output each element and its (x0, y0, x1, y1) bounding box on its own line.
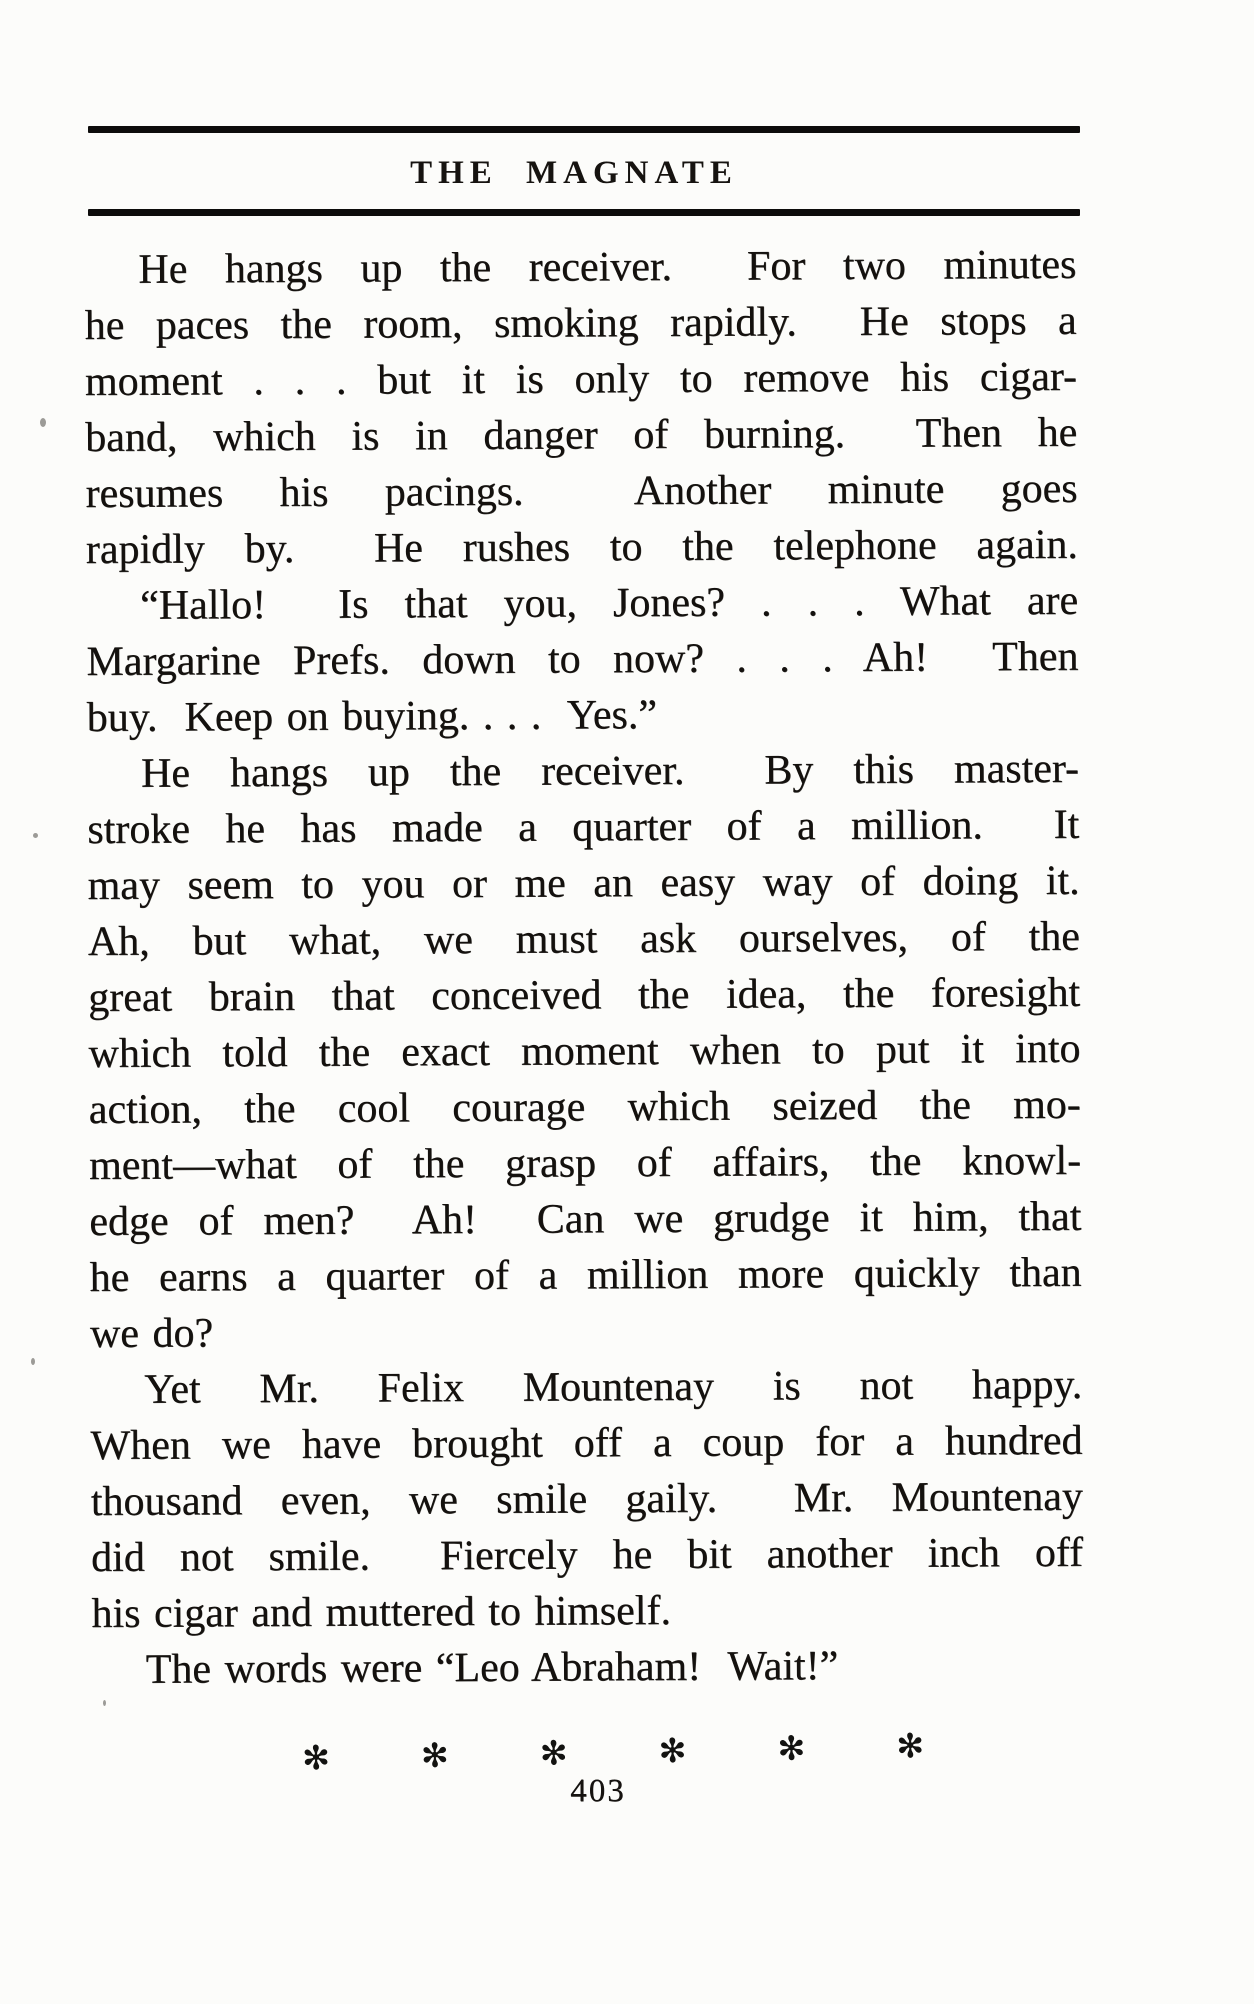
text-line: “Hallo! Is that you, Jones? . . . What are (139, 577, 1079, 629)
asterisk-glyph: ✻ (539, 1732, 568, 1773)
text-line: buy. Keep on buying. . . . Yes.” (86, 692, 658, 742)
section-break-asterisks (302, 1726, 925, 1777)
scan-speck (33, 833, 38, 838)
asterisk-glyph: ✻ (658, 1730, 687, 1771)
text-line: Ah, but what, we must ask ourselves, of the (87, 913, 1080, 966)
paragraph (92, 1637, 1084, 1698)
text-line: The words were “Leo Abraham! Wait!” (145, 1643, 839, 1693)
asterisk-glyph: ✻ (420, 1735, 449, 1775)
text-line: he earns a quarter of a million more quickly than (89, 1249, 1082, 1301)
asterisk-glyph: ✻ (301, 1737, 331, 1778)
text-column (84, 126, 1084, 1810)
text-line: ment—what of the grasp of affairs, the knowl- (88, 1137, 1082, 1189)
asterisk-glyph: ✻ (895, 1725, 925, 1766)
text-line: rapidly by. He rushes to the telephone again. (85, 521, 1078, 574)
text-line: action, the cool courage which seized the mo- (88, 1081, 1081, 1133)
text-line: moment . . . but it is only to remove his cigar- (84, 353, 1078, 406)
text-line: may seem to you or me an easy way of doing it. (87, 857, 1080, 910)
text-line: When we have brought off a coup for a hundred (90, 1417, 1083, 1469)
text-line: band, which is in danger of burning. Then he (85, 409, 1078, 462)
text-line: great brain that conceived the idea, the foresight (88, 969, 1081, 1021)
text-line: he paces the room, smoking rapidly. He stops a (84, 297, 1077, 350)
text-line: He hangs up the receiver. By this master- (140, 745, 1080, 797)
header-rule-bottom (88, 209, 1080, 216)
asterisk-glyph: ✻ (777, 1728, 806, 1768)
running-head: THE MAGNATE (410, 155, 738, 191)
text-line: edge of men? Ah! Can we grudge it him, that (89, 1193, 1082, 1245)
text-line: Margarine Prefs. down to now? . . . Ah! Then (86, 633, 1079, 686)
paragraph (87, 741, 1082, 1362)
paragraph (90, 1357, 1083, 1642)
text-line: resumes his pacings. Another minute goes (85, 465, 1078, 518)
page-number: 403 (570, 1773, 626, 1809)
text-line: He hangs up the receiver. For two minutes (138, 241, 1077, 293)
text-line: we do? (89, 1310, 214, 1357)
page-body (84, 237, 1084, 1698)
scan-speck (40, 418, 46, 427)
text-line: Yet Mr. Felix Mountenay is not happy. (144, 1361, 1083, 1413)
text-line: did not smile. Fiercely he bit another inch off (90, 1529, 1084, 1581)
text-line: his cigar and muttered to himself. (91, 1587, 672, 1637)
text-line: thousand even, we smile gaily. Mr. Mountenay (90, 1473, 1083, 1525)
text-line: stroke he has made a quarter of a million. It (87, 801, 1080, 854)
scan-speck (31, 1358, 35, 1365)
text-line: which told the exact moment when to put it into (88, 1025, 1081, 1077)
header-rule-top (88, 126, 1080, 133)
paragraph (86, 573, 1079, 746)
paragraph (84, 237, 1078, 578)
